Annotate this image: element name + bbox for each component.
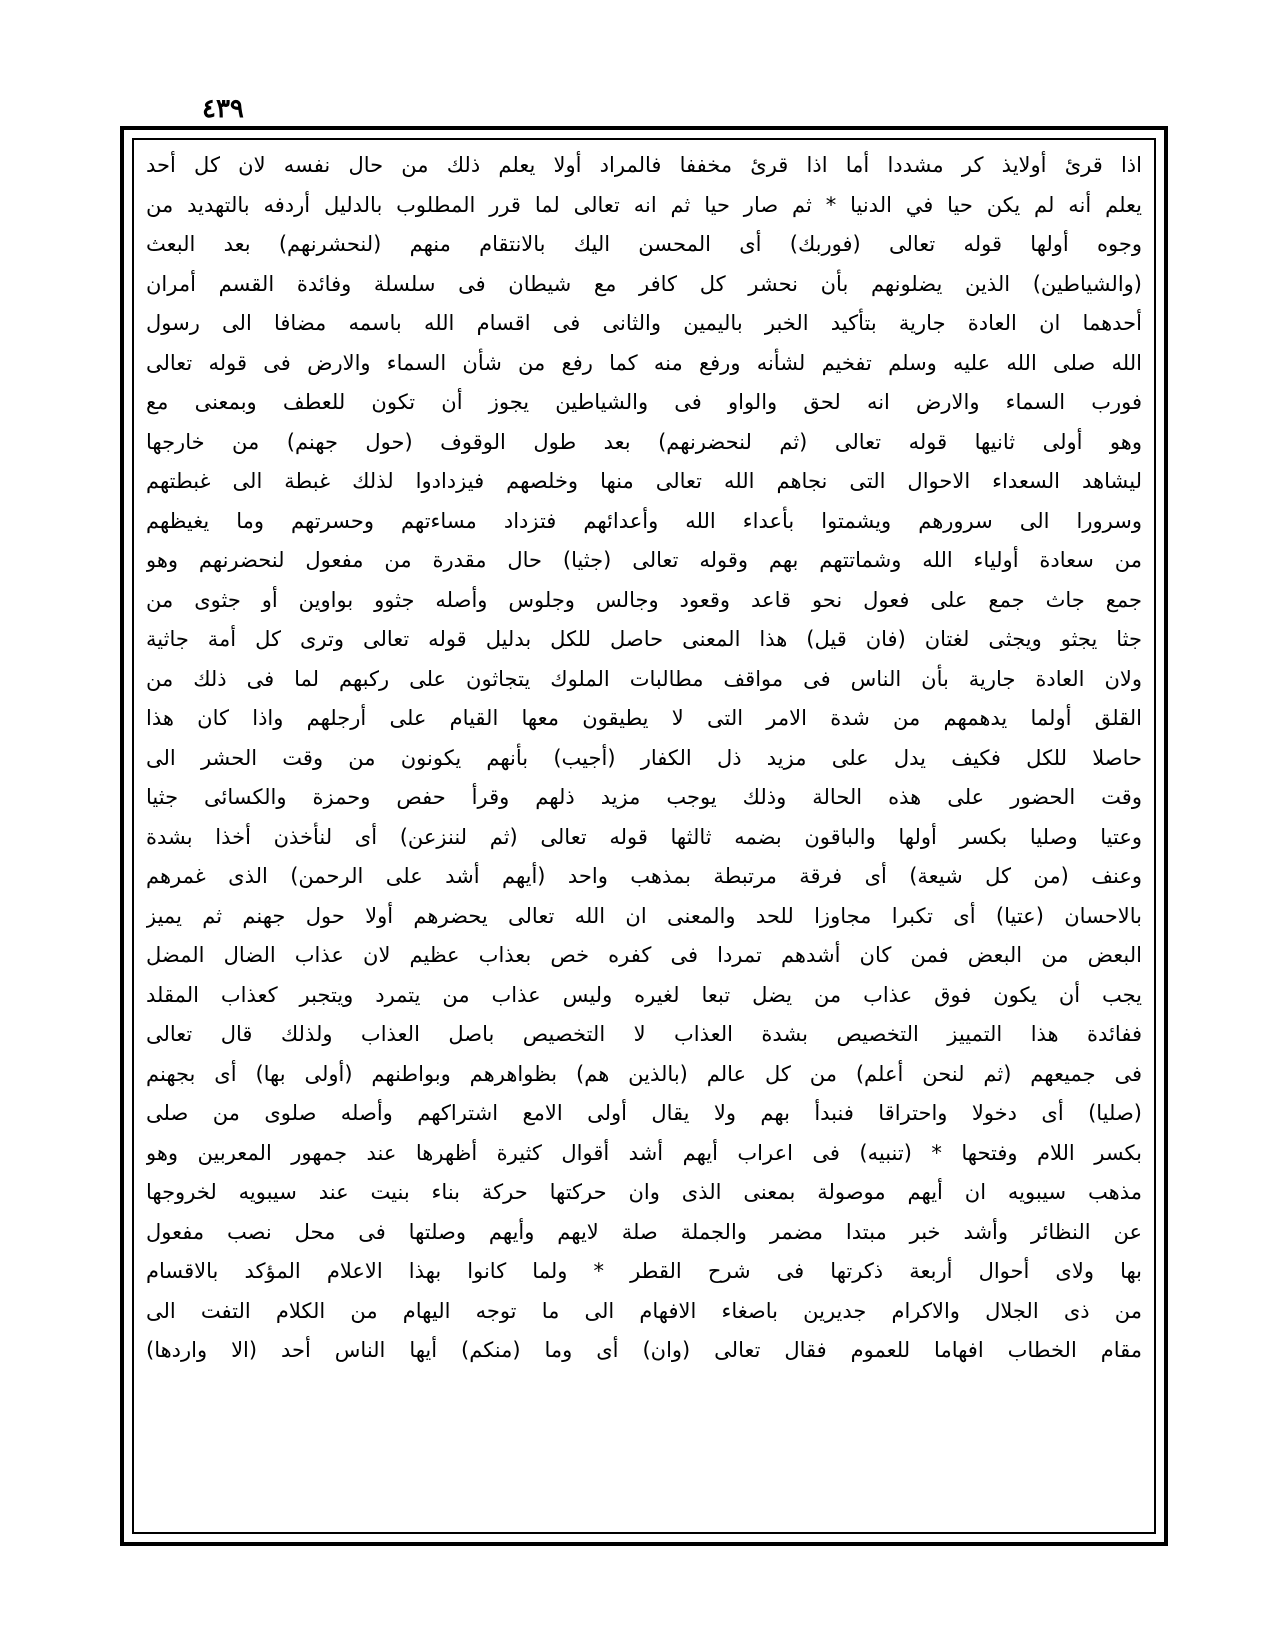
text-line: بكسر اللام وفتحها * (تنبيه) فى اعراب أيهم أشد أقوال كثيرة أظهرها عند جمهور المعربين وهو <box>146 1140 1142 1165</box>
text-line: وجوه أولها قوله تعالى (فوربك) أى المحسن اليك بالانتقام منهم (لنحشرنهم) بعد البعث <box>146 232 1142 256</box>
text-line: وقت الحضور على هذه الحالة وذلك يوجب مزيد ذلهم وقرأ حفص وحمزة والكسائى جثيا <box>146 785 1142 809</box>
text-line: وهو أولى ثانيها قوله تعالى (ثم لنحضرنهم) بعد طول الوقوف (حول جهنم) من خارجها <box>146 429 1142 454</box>
text-line: يعلم أنه لم يكن حيا في الدنيا * ثم صار حيا ثم انه تعالى لما قرر المطلوب بالدليل أردفه بالتهديد من <box>146 192 1142 217</box>
text-line: يجب أن يكون فوق عذاب من يضل تبعا لغيره وليس عذاب من يتمرد ويتجبر كعذاب المقلد <box>146 982 1142 1007</box>
text-line: الله صلى الله عليه وسلم تفخيم لشأنه ورفع منه كما رفع من شأن السماء والارض فى قوله تعالى <box>146 350 1142 375</box>
text-line: مقام الخطاب افهاما للعموم فقال تعالى (وان) أى وما (منكم) أيها الناس أحد (الا واردها) <box>146 1338 1142 1362</box>
text-line: بها ولاى أحوال أربعة ذكرتها فى شرح القطر * ولما كانوا بهذا الاعلام المؤكد بالاقسام <box>146 1259 1142 1283</box>
text-line: جثا يجثو ويجثى لغتان (فان قيل) هذا المعنى حاصل للكل بدليل قوله تعالى وترى كل أمة جاثية <box>146 627 1142 651</box>
text-line: حاصلا للكل فكيف يدل على مزيد ذل الكفار (أجيب) بأنهم يكونون من وقت الحشر الى <box>146 745 1142 770</box>
text-line: أحدهما ان العادة جارية بتأكيد الخبر باليمين والثانى فى اقسام الله باسمه مضافا الى رسول <box>146 311 1142 335</box>
text-line: مذهب سيبويه ان أيهم موصولة بمعنى الذى وان حركتها حركة بناء بنيت عند سيبويه لخروجها <box>146 1180 1142 1204</box>
text-line: فى جميعهم (ثم لنحن أعلم) من كل عالم (بالذين هم) بظواهرهم وبواطنهم (أولى بها) أى بجهنم <box>146 1061 1142 1086</box>
body-text <box>146 146 1142 1526</box>
text-line: ففائدة هذا التمييز التخصيص بشدة العذاب لا التخصيص باصل العذاب ولذلك قال تعالى <box>146 1022 1142 1046</box>
text-line: بالاحسان (عتيا) أى تكبرا مجاوزا للحد والمعنى ان الله تعالى يحضرهم أولا حول جهنم ثم يميز <box>146 903 1142 928</box>
text-line: وعتيا وصليا بكسر أولها والباقون بضمه ثالثها قوله تعالى (ثم لننزعن) أى لنأخذن أخذا بشدة <box>146 824 1142 849</box>
text-line: القلق أولما يدهمهم من شدة الامر التى لا يطيقون معها القيام على أرجلهم واذا كان هذا <box>146 706 1142 730</box>
text-line: من ذى الجلال والاكرام جديرين باصغاء الافهام الى ما توجه اليهام من الكلام التفت الى <box>146 1298 1142 1323</box>
text-line: من سعادة أولياء الله وشماتتهم بهم وقوله تعالى (جثيا) حال مقدرة من مفعول لنحضرنهم وهو <box>146 548 1142 572</box>
text-line: وسرورا الى سرورهم ويشمتوا بأعداء الله وأعدائهم فتزداد مساءتهم وحسرتهم وما يغيظهم <box>146 508 1142 533</box>
text-line: ليشاهد السعداء الاحوال التى نجاهم الله تعالى منها وخلصهم فيزدادوا لذلك غبطة الى غبطتهم <box>146 469 1142 493</box>
text-line: (والشياطين) الذين يضلونهم بأن نحشر كل كافر مع شيطان فى سلسلة وفائدة القسم أمران <box>146 271 1142 296</box>
text-line: عن النظائر وأشد خبر مبتدا مضمر والجملة صلة لايهم وأيهم وصلتها فى محل نصب مفعول <box>146 1219 1142 1244</box>
text-line: وعنف (من كل شيعة) أى فرقة مرتبطة بمذهب واحد (أيهم أشد على الرحمن) الذى غمرهم <box>146 864 1142 888</box>
text-line: جمع جاث جمع على فعول نحو قاعد وقعود وجالس وجلوس وأصله جثوو بواوين أو جثوى من <box>146 587 1142 612</box>
page-number: ٤٣٩ <box>202 94 244 124</box>
text-line: (صليا) أى دخولا واحتراقا فنبدأ بهم ولا يقال أولى الامع اشتراكهم وأصله صلوى من صلى <box>146 1101 1142 1125</box>
text-line: فورب السماء والارض انه لحق والواو فى والشياطين يجوز أن تكون للعطف وبمعنى مع <box>146 390 1142 414</box>
text-line: ولان العادة جارية بأن الناس فى مواقف مطالبات الملوك يتجاثون على ركبهم لما فى ذلك من <box>146 666 1142 691</box>
text-line: اذا قرئ أولايذ كر مشددا أما اذا قرئ مخففا فالمراد أولا يعلم ذلك من حال نفسه لان كل أحد <box>146 153 1142 177</box>
text-line: البعض من البعض فمن كان أشدهم تمردا فى كفره خص بعذاب عظيم لان عذاب الضال المضل <box>146 943 1142 967</box>
